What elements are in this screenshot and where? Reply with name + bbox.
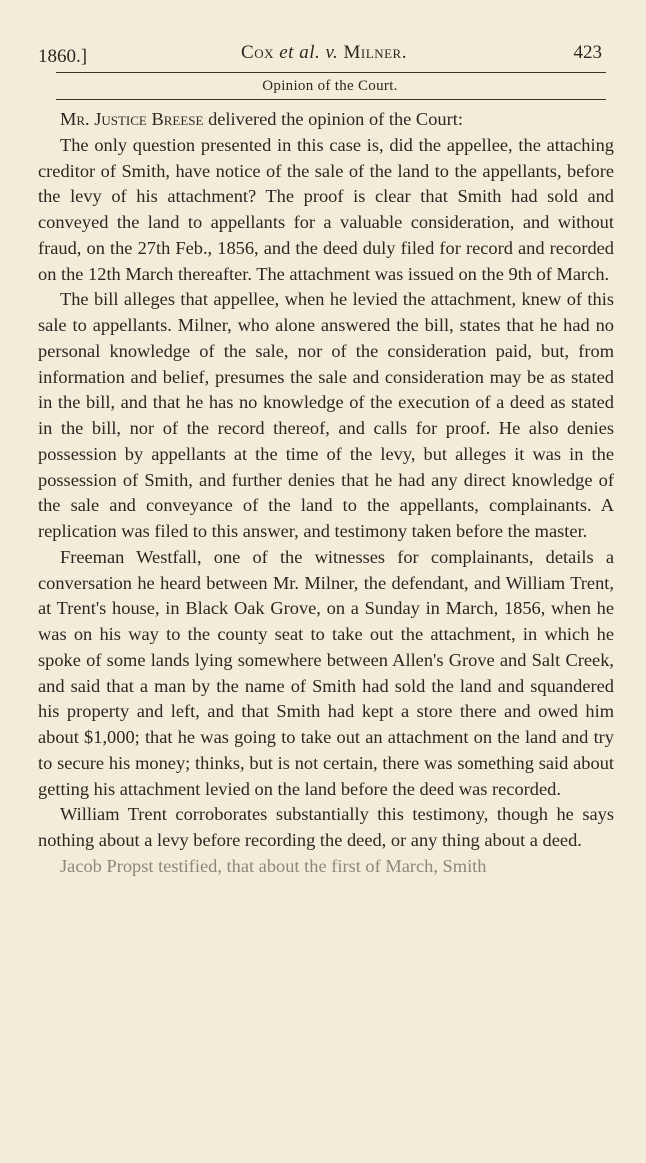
party-name: Milner. xyxy=(343,42,407,63)
paragraph: Jacob Propst testified, that about the first of March, Smith xyxy=(60,855,487,876)
header-year: 1860.] xyxy=(38,46,88,67)
case-connective: v. xyxy=(325,42,339,63)
case-connective: et al. xyxy=(279,42,321,63)
justice-name: Mr. Justice Breese xyxy=(60,109,204,129)
paragraph: The bill alleges that appellee, when he levied the attachment, knew of this sale to appellants. Milner, who alone answered the bill, states that he had no personal knowledge of the sale, nor of the consideration paid, but, from information and belief, presumes the sale and consideration may be as stated in the bill, and that he has no knowledge of the execution of a deed as stated in the bill, nor of the record thereof, and calls for proof. He also denies possession by appellants at the time of the levy, but alleges it was in the possession of Smith, and further denies that he had any direct knowledge of the sale and conveyance of the land to the appellants, complainants. A replication was filed to this answer, and testimony taken before the master. xyxy=(38,289,614,541)
paragraph: Freeman Westfall, one of the witnesses for complainants, details a conversation he heard between Mr. Milner, the defendant, and William Trent, at Trent's house, in Black Oak Grove, on a Sunday in March, 1856, when he was on his way to the county seat to take out the attachment, in which he spoke of some lands lying somewhere between Allen's Grove and Salt Creek, and said that a man by the name of Smith had sold the land and squandered his property and left, and that Smith had kept a store there and owed him about $1,000; that he was going to take out an attachment on the land and try to secure his money; thinks, but is not certain, there was something said about getting his attachment levied on the land before the deed was recorded. xyxy=(38,546,614,799)
header-page-number: 423 xyxy=(573,42,602,63)
party-name: Cox xyxy=(241,42,274,63)
paragraph-text: delivered the opinion of the Court: xyxy=(203,109,463,129)
paragraph xyxy=(38,107,614,133)
subheading-rule xyxy=(56,99,606,100)
section-subheading: Opinion of the Court. xyxy=(262,78,398,94)
paragraph: The only question presented in this case is, did the appellee, the attaching creditor of Smith, have notice of the sale of the land to the appellants, before the levy of his attachment? The proof is clear that Smith had sold and conveyed the land to appellants for a valuable consideration, and without fraud, on the 27th Feb., 1856, and the deed duly filed for record and recorded on the 12th March thereafter. The attachment was issued on the 9th of March. xyxy=(38,134,614,284)
opinion-body xyxy=(38,107,614,880)
header-rule xyxy=(56,72,606,73)
header-case-title xyxy=(38,42,610,64)
running-head xyxy=(38,42,610,70)
paragraph: William Trent corroborates substantially this testimony, though he says nothing about a levy before recording the deed, or any thing about a deed. xyxy=(38,804,614,850)
